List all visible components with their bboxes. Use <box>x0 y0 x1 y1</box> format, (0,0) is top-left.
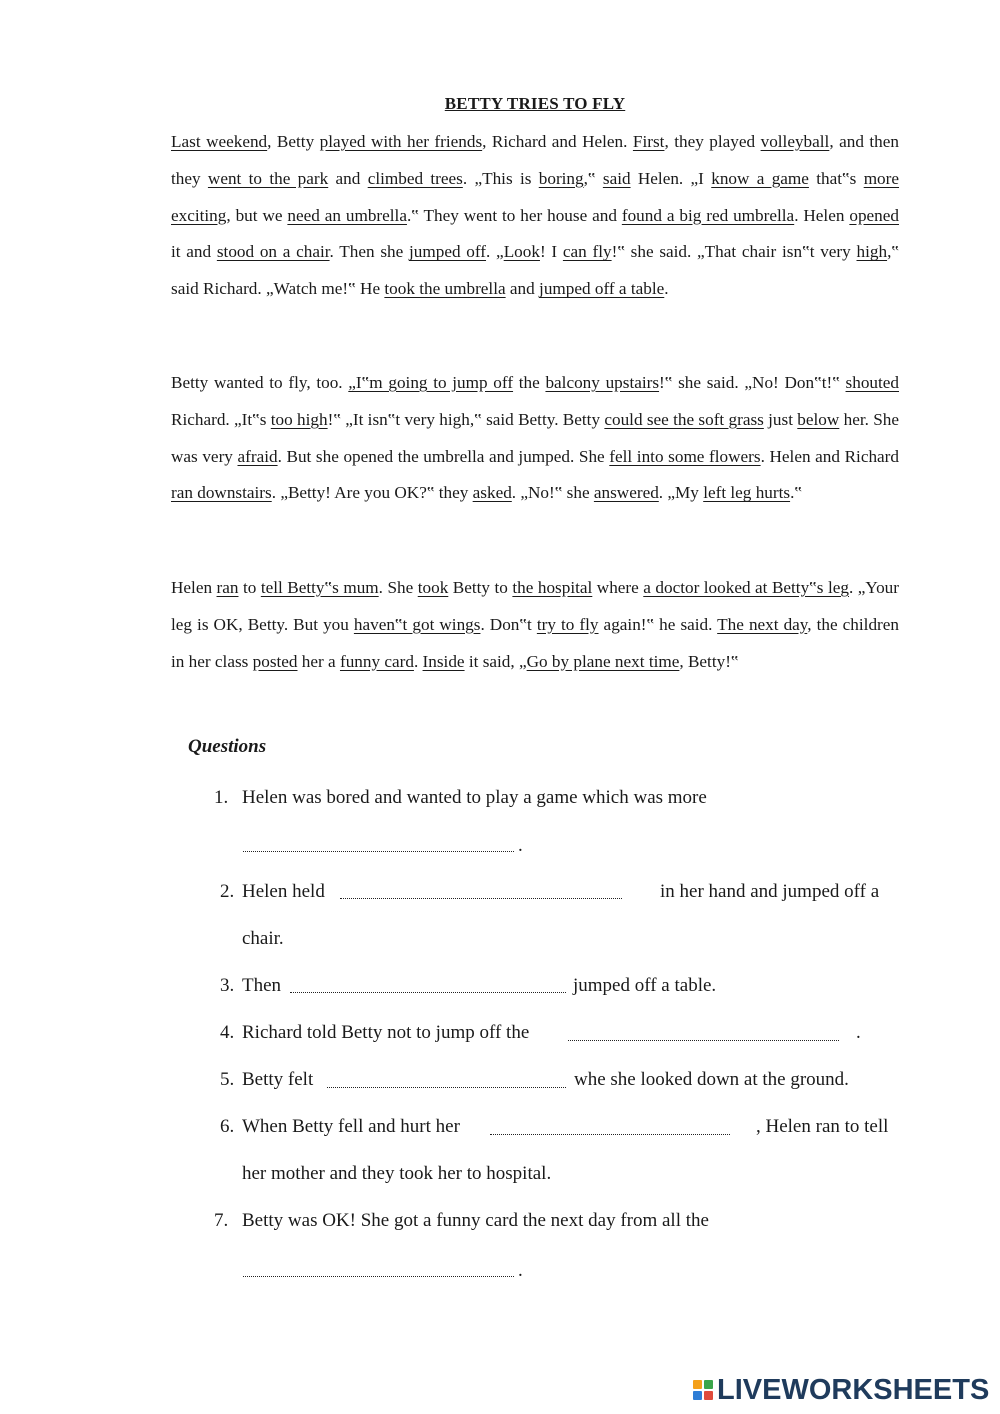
logo-square-4 <box>704 1391 713 1400</box>
underlined-phrase: fell into some flowers <box>609 446 761 466</box>
underlined-phrase: balcony upstairs <box>545 373 660 392</box>
story-text: . „Betty! Are you OK?‟ they <box>271 483 473 503</box>
story-text: Betty wanted to fly, too. <box>171 373 349 392</box>
story-text: !‟ she said. „That chair isn‟t very <box>611 242 857 262</box>
question-3-answer-blank[interactable] <box>290 992 566 993</box>
underlined-phrase: Inside <box>422 651 465 671</box>
story-text: ! I <box>539 242 563 262</box>
question-7-answer-blank[interactable] <box>243 1276 514 1277</box>
question-4-text-after: . <box>856 1022 861 1043</box>
underlined-phrase: „I‟m going to jump off <box>348 373 514 392</box>
questions-heading: Questions <box>188 736 267 757</box>
underlined-phrase: jumped off a table <box>539 279 665 299</box>
story-text: Richard. „It‟s <box>171 409 271 429</box>
underlined-phrase: ran <box>216 578 239 597</box>
story-title: BETTY TRIES TO FLY <box>444 94 626 113</box>
question-2-answer-blank[interactable] <box>340 898 622 899</box>
story-text: . „ <box>486 242 504 262</box>
story-text: her a <box>297 651 340 671</box>
story-text: again!‟ he said. <box>598 614 718 634</box>
question-3-text: Then <box>242 975 282 996</box>
question-7-text: Betty was OK! She got a funny card the next day from all the <box>242 1210 709 1231</box>
story-text: to <box>238 578 261 597</box>
story-text: , Richard and Helen. <box>482 132 633 151</box>
story-text: . Helen and Richard <box>760 446 900 466</box>
underlined-phrase: found a big red umbrella <box>621 205 795 225</box>
underlined-phrase: left leg hurts <box>703 483 791 503</box>
story-text: . „My <box>658 483 704 503</box>
story-text: . But she opened the umbrella and jumped. She <box>277 446 610 466</box>
underlined-phrase: asked <box>472 483 512 503</box>
story-text: .‟ They went to her house and <box>406 205 622 225</box>
underlined-phrase: could see the soft grass <box>604 409 764 429</box>
question-1-answer-blank[interactable] <box>243 851 514 852</box>
question-3-number: 3. <box>220 975 235 996</box>
story-text: . Helen <box>794 205 850 225</box>
story-text: , but we <box>226 205 288 225</box>
story-paragraph-1 <box>171 124 899 308</box>
underlined-phrase: shouted <box>845 373 899 392</box>
underlined-phrase: said <box>602 168 631 188</box>
question-1-number: 1. <box>214 787 229 808</box>
story-text: her. She was very <box>171 409 899 466</box>
story-text: and <box>505 279 540 299</box>
story-text: . Then she <box>329 242 409 262</box>
question-6-text: When Betty fell and hurt her <box>242 1116 460 1137</box>
underlined-phrase: a doctor looked at Betty‟s leg <box>643 578 849 597</box>
question-7-number: 7. <box>214 1210 229 1231</box>
story-text: . „This is <box>462 168 539 188</box>
question-3-text-after: jumped off a table. <box>573 975 717 996</box>
underlined-phrase: played with her friends <box>319 132 483 151</box>
question-6-number: 6. <box>220 1116 235 1137</box>
underlined-phrase: jumped off <box>408 242 487 262</box>
underlined-phrase: know a game <box>711 168 809 188</box>
question-7-end: . <box>518 1260 523 1281</box>
question-5-answer-blank[interactable] <box>327 1087 566 1088</box>
story-text: the <box>513 373 546 392</box>
underlined-phrase: can fly <box>562 242 612 262</box>
story-text: Helen. „I <box>630 168 712 188</box>
story-text: . She <box>378 578 418 597</box>
story-text: !‟ she said. „No! Don‟t!‟ <box>659 373 846 392</box>
question-1-end: . <box>518 835 523 856</box>
logo-square-1 <box>693 1380 702 1389</box>
story-text: Betty to <box>448 578 513 597</box>
question-5-text-after: whe she looked down at the ground. <box>574 1069 849 1090</box>
liveworksheets-wordmark: LIVEWORKSHEETS <box>717 1373 990 1406</box>
underlined-phrase: funny card <box>339 651 414 671</box>
question-2-text-after: in her hand and jumped off a <box>660 881 880 902</box>
underlined-phrase: stood on a chair <box>216 242 330 262</box>
underlined-phrase: First <box>632 132 665 151</box>
question-4-number: 4. <box>220 1022 235 1043</box>
question-6-answer-blank[interactable] <box>490 1134 730 1135</box>
underlined-phrase: took the umbrella <box>384 279 506 299</box>
underlined-phrase: Last weekend <box>171 132 268 151</box>
story-text: . <box>413 651 423 671</box>
logo-square-3 <box>693 1391 702 1400</box>
question-4-answer-blank[interactable] <box>568 1040 839 1041</box>
question-2-number: 2. <box>220 881 235 902</box>
question-5-number: 5. <box>220 1069 235 1090</box>
underlined-phrase: afraid <box>237 446 278 466</box>
underlined-phrase: need an umbrella <box>287 205 407 225</box>
story-paragraph-2 <box>171 365 899 512</box>
story-text: !‟ „It isn‟t very high,‟ said Betty. Betty <box>327 409 605 429</box>
underlined-phrase: below <box>797 409 840 429</box>
story-text: , and then they <box>171 132 899 188</box>
underlined-phrase: opened <box>849 205 899 225</box>
story-paragraph-3 <box>171 570 899 680</box>
story-text: ,‟ said Richard. „Watch me!‟ He <box>171 242 899 299</box>
story-text: it said, „ <box>464 651 527 671</box>
story-text: . Don‟t <box>480 614 537 634</box>
underlined-phrase: The next day <box>717 614 808 634</box>
story-text: , the children in her class <box>171 614 899 671</box>
question-6-text-after: , Helen ran to tell <box>756 1116 889 1137</box>
underlined-phrase: took <box>417 578 449 597</box>
story-text: . <box>664 279 669 299</box>
underlined-phrase: try to fly <box>536 614 599 634</box>
story-text: . „Your leg is OK, Betty. But you <box>171 578 900 634</box>
story-text: just <box>763 409 798 429</box>
underlined-phrase: tell Betty‟s mum <box>260 578 379 597</box>
story-text: , they played <box>664 132 761 151</box>
story-text: Helen <box>171 578 217 597</box>
liveworksheets-logo[interactable] <box>693 1374 989 1406</box>
underlined-phrase: boring <box>538 168 584 188</box>
logo-square-2 <box>704 1380 713 1389</box>
underlined-phrase: too high <box>270 409 328 429</box>
story-text: that‟s <box>808 168 864 188</box>
underlined-phrase: climbed trees <box>367 168 463 188</box>
story-text: ,‟ <box>583 168 603 188</box>
question-4-text: Richard told Betty not to jump off the <box>242 1022 530 1043</box>
question-6-text-line2: her mother and they took her to hospital. <box>242 1163 552 1184</box>
underlined-phrase: the hospital <box>512 578 593 597</box>
underlined-phrase: ran downstairs <box>171 483 272 503</box>
story-text: .‟ <box>790 483 803 503</box>
underlined-phrase: answered <box>593 483 659 503</box>
question-1-text: Helen was bored and wanted to play a game which was more <box>242 787 707 808</box>
underlined-phrase: went to the park <box>207 168 329 188</box>
liveworksheets-logo-icon <box>693 1380 713 1400</box>
underlined-phrase: posted <box>252 651 298 671</box>
question-5-text: Betty felt <box>242 1069 314 1090</box>
underlined-phrase: more exciting <box>171 168 900 225</box>
underlined-phrase: haven‟t got wings <box>353 614 481 634</box>
underlined-phrase: volleyball <box>760 132 830 151</box>
question-2-text: Helen held <box>242 881 325 902</box>
story-text: . „No!‟ she <box>511 483 594 503</box>
story-text: and <box>328 168 368 188</box>
underlined-phrase: high <box>856 242 888 262</box>
underlined-phrase: Go by plane next time <box>526 651 680 671</box>
story-text: where <box>592 578 644 597</box>
question-2-text-line2: chair. <box>242 928 284 949</box>
story-text: , Betty <box>267 132 320 151</box>
story-text: , Betty!‟ <box>679 651 739 671</box>
story-text: it and <box>171 242 217 262</box>
underlined-phrase: Look <box>503 242 540 262</box>
